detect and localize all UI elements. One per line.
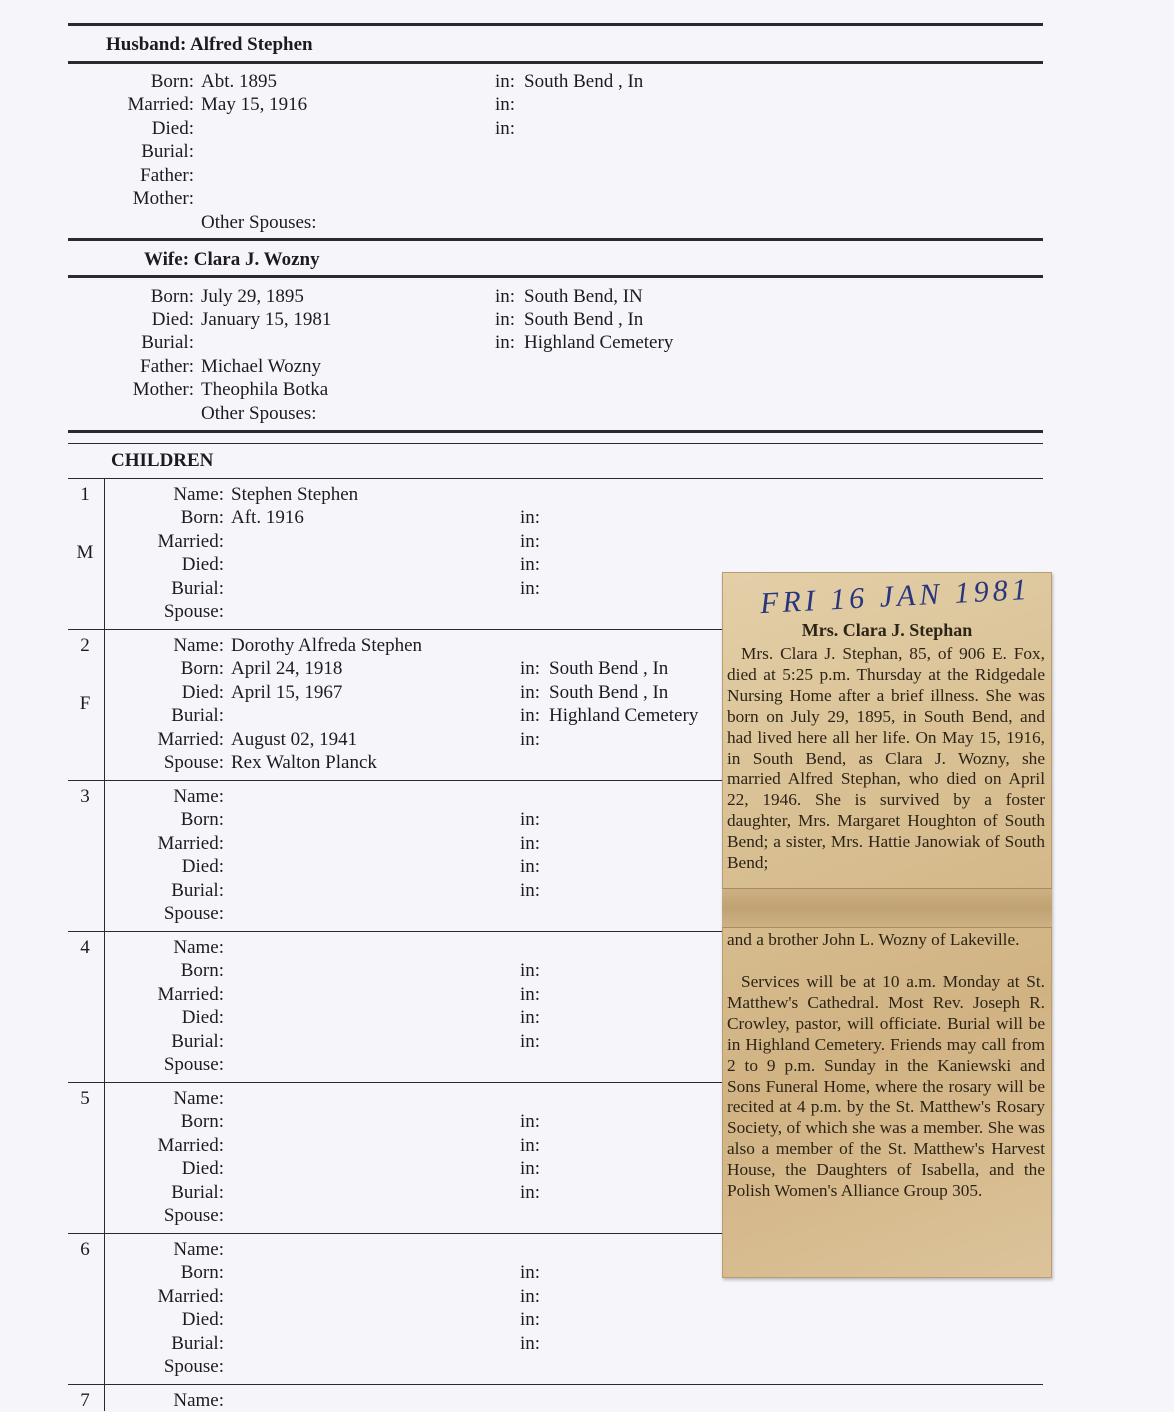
child-married-in-label: in: bbox=[520, 832, 541, 854]
wife-mother-label: Mother: bbox=[132, 379, 194, 400]
husband-mother-label: Mother: bbox=[132, 188, 194, 209]
child-burial-in-label: in: bbox=[520, 1332, 541, 1354]
child-number: 7 bbox=[80, 1390, 90, 1411]
child-burial-in: Highland Cemetery bbox=[549, 705, 699, 727]
children-number-column-line bbox=[104, 478, 105, 1411]
child-born-in-label: in: bbox=[520, 1262, 541, 1284]
child-died-in-label: in: bbox=[520, 1158, 541, 1180]
child-number: 1 bbox=[80, 484, 90, 505]
child-died-label: Died: bbox=[181, 554, 224, 576]
child-born-label: Born: bbox=[180, 960, 224, 982]
husband-name: Alfred Stephen bbox=[189, 34, 313, 55]
children-heading: CHILDREN bbox=[111, 450, 214, 471]
wife-top-rule bbox=[68, 238, 1043, 241]
child-spouse-label: Spouse: bbox=[163, 1054, 224, 1075]
child-died-label: Died: bbox=[181, 1158, 224, 1180]
child-spouse-label: Spouse: bbox=[163, 1205, 224, 1226]
child-burial-in-label: in: bbox=[520, 705, 541, 727]
wife-born-label: Born: bbox=[150, 286, 194, 307]
child-burial-label: Burial: bbox=[171, 1332, 224, 1354]
wife-father: Michael Wozny bbox=[201, 356, 322, 377]
clipping-title: Mrs. Clara J. Stephan bbox=[801, 620, 973, 640]
clipping-date-stamp: FRI 16 JAN 1981 bbox=[759, 572, 1032, 621]
child-number: 3 bbox=[80, 786, 90, 807]
child-name-label: Name: bbox=[173, 1390, 224, 1411]
husband-married-in-label: in: bbox=[495, 94, 516, 115]
child-died-label: Died: bbox=[181, 1007, 224, 1029]
child-died-in-label: in: bbox=[520, 1309, 541, 1331]
wife-burial-label: Burial: bbox=[141, 332, 194, 353]
wife-name: Clara J. Wozny bbox=[193, 249, 320, 270]
clipping-paragraph-1: Mrs. Clara J. Stephan, 85, of 906 E. Fox, died at 5:25 p.m. Thursday at the Ridgedale Nursing Home after a brief illness. She was born on July 29, 1895, in South Bend, and had lived here all her life. On May 15, 1916, in South Bend, as Clara J. Wozny, she married Alfred Stephan, who died on April 22, 1946. She is survived by a foster daughter, Mrs. Margaret Houghton of South Bend; a sister, Mrs. Hattie Janowiak of South Bend; bbox=[727, 644, 1045, 873]
husband-married: May 15, 1916 bbox=[201, 94, 308, 115]
husband-father-label: Father: bbox=[140, 165, 194, 186]
husband-died-label: Died: bbox=[151, 118, 194, 139]
husband-born-in: South Bend , In bbox=[524, 71, 644, 92]
child-burial-label: Burial: bbox=[171, 1181, 224, 1203]
child-burial-in-label: in: bbox=[520, 1030, 541, 1052]
clipping-paragraph-2: and a brother John L. Wozny of Lakeville. bbox=[727, 930, 1020, 949]
child-born-label: Born: bbox=[180, 809, 224, 831]
child-burial-label: Burial: bbox=[171, 879, 224, 901]
child-died: April 15, 1967 bbox=[231, 681, 343, 703]
wife-other-spouses-label: Other Spouses: bbox=[201, 403, 317, 424]
wife-mother: Theophila Botka bbox=[201, 379, 329, 400]
husband-burial-label: Burial: bbox=[141, 141, 194, 162]
child-died-in-label: in: bbox=[520, 554, 541, 576]
child-burial-label: Burial: bbox=[171, 705, 224, 727]
child-died-label: Died: bbox=[181, 856, 224, 878]
child-name-label: Name: bbox=[173, 484, 224, 505]
husband-married-label: Married: bbox=[127, 94, 194, 115]
child-married-in-label: in: bbox=[520, 728, 541, 750]
child-married-label: Married: bbox=[157, 1285, 224, 1307]
wife-died-label: Died: bbox=[151, 309, 194, 330]
child-spouse: Rex Walton Planck bbox=[231, 752, 377, 773]
wife-died: January 15, 1981 bbox=[201, 309, 332, 330]
children-top-rule bbox=[68, 430, 1043, 433]
child-born-in-label: in: bbox=[520, 960, 541, 982]
clipping-paragraph-3: Services will be at 10 a.m. Monday at St. Matthew's Cathedral. Most Rev. Joseph R. Crowley, pastor, will officiate. Burial will be in Highland Cemetery. Friends may call from 2 to 9 p.m. Sunday in the Kaniewski and Sons Funeral Home, where the rosary will be recited at 4 p.m. by the St. Matthew's Rosary Society, of which she was a member. She was also a member of the St. Matthew's Harvest House, the Daughters of Isabella, and the Polish Women's Alliance Group 305. bbox=[727, 972, 1045, 1201]
child-born-label: Born: bbox=[180, 1262, 224, 1284]
husband-heading-label: Husband: bbox=[106, 34, 187, 55]
husband-rule bbox=[68, 61, 1043, 64]
child-divider bbox=[68, 1384, 1043, 1385]
child-number: 5 bbox=[80, 1088, 90, 1109]
husband-other-spouses-label: Other Spouses: bbox=[201, 212, 317, 233]
wife-father-label: Father: bbox=[140, 356, 194, 377]
wife-rule bbox=[68, 275, 1043, 278]
husband-born-in-label: in: bbox=[495, 71, 516, 92]
husband-heading bbox=[106, 34, 313, 56]
child-married-label: Married: bbox=[157, 983, 224, 1005]
wife-died-in: South Bend , In bbox=[524, 309, 644, 330]
child-married-label: Married: bbox=[157, 1134, 224, 1156]
child-born-in: South Bend , In bbox=[549, 658, 669, 680]
child-sex: M bbox=[76, 542, 94, 563]
child-spouse-label: Spouse: bbox=[163, 1356, 224, 1377]
child-married: August 02, 1941 bbox=[231, 728, 358, 750]
child-burial-label: Burial: bbox=[171, 1030, 224, 1052]
child-name-label: Name: bbox=[173, 635, 224, 656]
child-born-in-label: in: bbox=[520, 507, 541, 529]
child-burial-in-label: in: bbox=[520, 879, 541, 901]
child-born-in-label: in: bbox=[520, 658, 541, 680]
child-number: 4 bbox=[80, 937, 90, 958]
child-married-in-label: in: bbox=[520, 1285, 541, 1307]
obituary-clipping bbox=[722, 572, 1052, 1278]
child-number: 6 bbox=[80, 1239, 90, 1260]
child-burial-in-label: in: bbox=[520, 577, 541, 599]
child-spouse-label: Spouse: bbox=[163, 752, 224, 773]
wife-burial-in-label: in: bbox=[495, 332, 516, 353]
child-spouse-label: Spouse: bbox=[163, 903, 224, 924]
husband-born: Abt. 1895 bbox=[201, 71, 277, 92]
husband-died-in-label: in: bbox=[495, 118, 516, 139]
top-rule bbox=[68, 23, 1043, 26]
child-born-in-label: in: bbox=[520, 809, 541, 831]
child-name: Dorothy Alfreda Stephen bbox=[231, 635, 423, 656]
child-died-label: Died: bbox=[181, 1309, 224, 1331]
child-name-label: Name: bbox=[173, 1239, 224, 1260]
child-born: Aft. 1916 bbox=[231, 507, 304, 529]
child-died-label: Died: bbox=[181, 681, 224, 703]
child-name-label: Name: bbox=[173, 786, 224, 807]
child-died-in-label: in: bbox=[520, 681, 541, 703]
child-married-in-label: in: bbox=[520, 983, 541, 1005]
child-name-label: Name: bbox=[173, 1088, 224, 1109]
child-born-label: Born: bbox=[180, 1111, 224, 1133]
child-married-in-label: in: bbox=[520, 1134, 541, 1156]
children-heading-rule bbox=[68, 478, 1043, 479]
child-name-label: Name: bbox=[173, 937, 224, 958]
child-died-in: South Bend , In bbox=[549, 681, 669, 703]
husband-born-label: Born: bbox=[150, 71, 194, 92]
child-name: Stephen Stephen bbox=[231, 484, 359, 505]
child-burial-in-label: in: bbox=[520, 1181, 541, 1203]
child-sex: F bbox=[79, 693, 91, 714]
child-married-label: Married: bbox=[157, 530, 224, 552]
child-born-in-label: in: bbox=[520, 1111, 541, 1133]
child-born-label: Born: bbox=[180, 507, 224, 529]
wife-born-in-label: in: bbox=[495, 286, 516, 307]
child-married-in-label: in: bbox=[520, 530, 541, 552]
child-married-label: Married: bbox=[157, 832, 224, 854]
child-spouse-label: Spouse: bbox=[163, 601, 224, 622]
child-born-label: Born: bbox=[180, 658, 224, 680]
child-married-label: Married: bbox=[157, 728, 224, 750]
child-number: 2 bbox=[80, 635, 90, 656]
wife-died-in-label: in: bbox=[495, 309, 516, 330]
wife-heading-label: Wife: bbox=[144, 249, 190, 270]
wife-burial-in: Highland Cemetery bbox=[524, 332, 674, 353]
child-died-in-label: in: bbox=[520, 856, 541, 878]
wife-heading bbox=[144, 249, 320, 271]
wife-born: July 29, 1895 bbox=[201, 286, 304, 307]
child-born: April 24, 1918 bbox=[231, 658, 343, 680]
child-died-in-label: in: bbox=[520, 1007, 541, 1029]
children-top-rule-2 bbox=[68, 443, 1043, 444]
wife-born-in: South Bend, IN bbox=[524, 286, 643, 307]
child-burial-label: Burial: bbox=[171, 577, 224, 599]
clipping-fold-band bbox=[722, 888, 1052, 928]
